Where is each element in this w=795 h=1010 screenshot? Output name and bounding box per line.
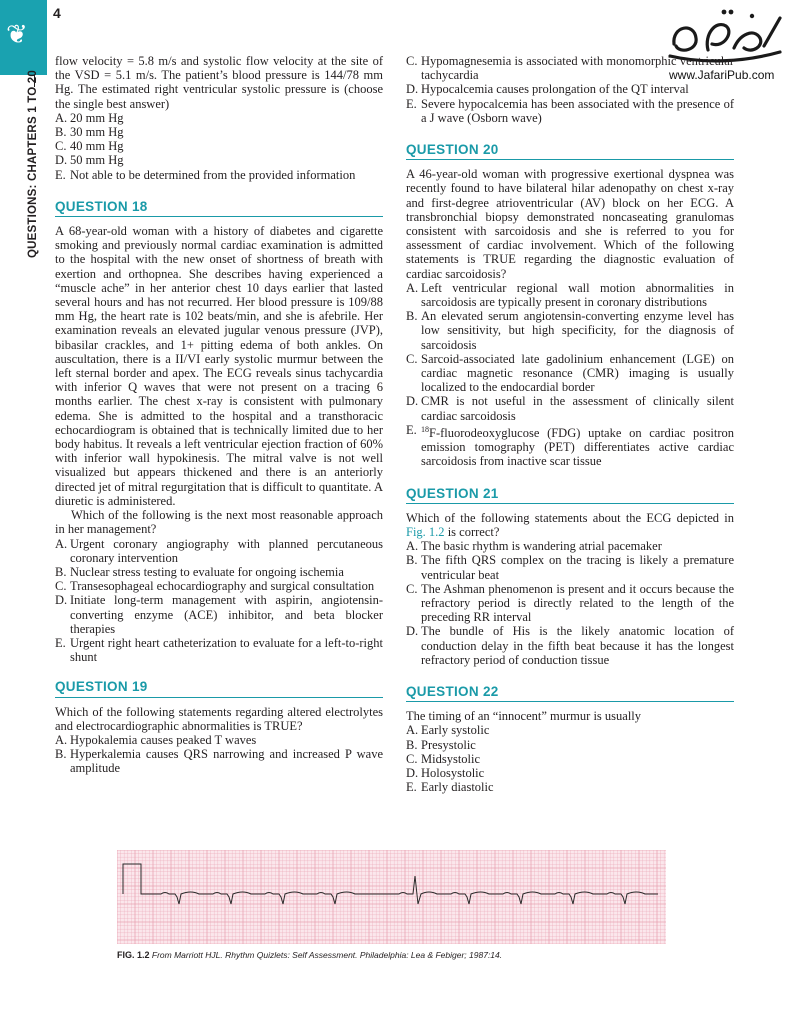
right-column bbox=[406, 54, 734, 795]
q18-option-d[interactable]: D. Initiate long-term management with aspirin, angiotensin-converting enzyme (ACE) inhibitor, and beta blocker therapies bbox=[55, 593, 383, 636]
q19-option-e[interactable]: E. Severe hypocalcemia has been associated with the presence of a J wave (Osborn wave) bbox=[406, 96, 734, 125]
q20-option-c[interactable]: C. Sarcoid-associated late gadolinium enhancement (LGE) on cardiac magnetic resonance (CMR) imaging is usually localized to the endocardial border bbox=[406, 351, 734, 395]
chapter-tab bbox=[0, 0, 47, 75]
q18-heading: QUESTION 18 bbox=[55, 200, 383, 217]
q19-option-b[interactable]: B. Hyperkalemia causes QRS narrowing and increased P wave amplitude bbox=[55, 747, 383, 776]
figure-source: From Marriott HJL. Rhythm Quizlets: Self Assessment. Philadelphia: Lea & Febiger; 1987:14. bbox=[151, 950, 503, 960]
q17-option-d[interactable]: D. 50 mm Hg bbox=[55, 153, 124, 168]
q20-option-a[interactable]: A. Left ventricular regional wall motion abnormalities in sarcoidosis are typically present in coronary distributions bbox=[406, 280, 734, 310]
q21-option-a[interactable]: A. The basic rhythm is wandering atrial pacemaker bbox=[406, 539, 662, 554]
figure-caption bbox=[117, 950, 502, 960]
q18-option-c[interactable]: C. Transesophageal echocardiography and surgical consultation bbox=[55, 579, 375, 594]
q21-heading: QUESTION 21 bbox=[406, 487, 734, 504]
q21-stem: Which of the following statements about the ECG depicted in Fig. 1.2 is correct? bbox=[406, 510, 734, 540]
q22-stem: The timing of an “innocent” murmur is usually bbox=[406, 709, 642, 724]
q18-option-b[interactable]: B. Nuclear stress testing to evaluate for ongoing ischemia bbox=[55, 564, 344, 579]
left-column bbox=[55, 54, 383, 776]
q19-option-a[interactable]: A. Hypokalemia causes peaked T waves bbox=[55, 732, 257, 747]
q21-options bbox=[406, 539, 734, 667]
q20-option-b[interactable]: B. An elevated serum angiotensin-converting enzyme level has low sensitivity, but high specificity, for the diagnosis of sarcoidosis bbox=[406, 309, 734, 352]
ecg-strip-figure bbox=[117, 850, 666, 944]
q21-option-c[interactable]: C. The Ashman phenomenon is present and it occurs because the refractory period is directly related to the length of the preceding RR interval bbox=[406, 581, 734, 625]
q22-heading: QUESTION 22 bbox=[406, 685, 734, 702]
q18-option-a[interactable]: A. Urgent coronary angiography with planned percutaneous coronary intervention bbox=[55, 536, 383, 565]
q18-question: Which of the following is the next most reasonable approach in her management? bbox=[55, 508, 383, 537]
q18-stem: A 68-year-old woman with a history of diabetes and cigarette smoking and previously normal cardiac examination is admitted to the hospital with the new onset of shortness of breath with exertion and orthopnea. She describes having experienced a “muscle ache” in her anterior chest 10 days earlier that lasted several hours and has not recurred. Her blood pressure is 109/88 mm Hg, the heart rate is 102 beats/min, and she is afebrile. Her examination reveals an elevated jugular venous pressure (JVP), bibasilar crackles, and 1+ pitting edema of both ankles. On auscultation, there is a II/VI early systolic murmur between the left sternal border and apex. The ECG reveals sinus tachycardia with inferior Q waves that were not present on a tracing 6 months earlier. The chest x-ray is consistent with pulmonary edema. She is admitted to the hospital and a transthoracic echocardiogram is obtained that is technically limited due to her body habitus. It reveals a left ventricular ejection fraction of 60% with inferior wall hypokinesis. The mitral valve is not well visualized but appears thickened and there is an anteriorly directed jet of mitral regurgitation that is difficult to quantitate. A diuretic is administered. bbox=[55, 224, 383, 508]
q20-options bbox=[406, 281, 734, 469]
q19-stem: Which of the following statements regarding altered electrolytes and electrocardiographic abnormalities is TRUE? bbox=[55, 704, 383, 733]
q22-option-d[interactable]: D. Holosystolic bbox=[406, 766, 485, 781]
page-number: 4 bbox=[53, 5, 61, 21]
publisher-url: www.JafariPub.com bbox=[669, 68, 775, 82]
q17-continuation: flow velocity = 5.8 m/s and systolic flow velocity at the site of the VSD = 5.1 m/s. The patient’s blood pressure is 144/78 mm Hg. The estimated right ventricular systolic pressure is (choose the single best answer) bbox=[55, 54, 383, 111]
figure-label: FIG. 1.2 bbox=[117, 950, 150, 960]
q20-option-d[interactable]: D. CMR is not useful in the assessment of clinically silent cardiac sarcoidosis bbox=[406, 394, 734, 423]
q17-option-a[interactable]: A. 20 mm Hg bbox=[55, 110, 124, 125]
q19-options-continued bbox=[406, 54, 734, 125]
q21-option-d[interactable]: D. The bundle of His is the likely anatomic location of conduction delay in the fifth beat because it has the longest refractory period of conduction tissue bbox=[406, 624, 734, 667]
q22-option-b[interactable]: B. Presystolic bbox=[406, 737, 476, 752]
q22-option-c[interactable]: C. Midsystolic bbox=[406, 751, 481, 766]
q18-options bbox=[55, 537, 383, 665]
q19-option-c[interactable]: C. Hypomagnesemia is associated with monomorphic ventricular tachycardia bbox=[406, 54, 734, 83]
q19-option-d[interactable]: D. Hypocalcemia causes prolongation of the QT interval bbox=[406, 82, 689, 97]
q22-option-a[interactable]: A. Early systolic bbox=[406, 723, 490, 738]
q17-option-b[interactable]: B. 30 mm Hg bbox=[55, 125, 124, 140]
running-head: QUESTIONS: CHAPTERS 1 TO 20 bbox=[27, 70, 39, 258]
ecg-paper bbox=[117, 850, 666, 944]
q18-option-e[interactable]: E. Urgent right heart catheterization to evaluate for a left-to-right shunt bbox=[55, 635, 383, 665]
q17-options bbox=[55, 111, 383, 182]
q19-options bbox=[55, 733, 383, 776]
q22-options bbox=[406, 723, 734, 794]
q20-stem: A 46-year-old woman with progressive exertional dyspnea was recently found to have bilateral hilar adenopathy on chest x-ray and first-degree atrioventricular (AV) block on her ECG. A transbronchial biopsy demonstrated noncaseating granulomas consistent with sarcoidosis and she is referred to you for assessment of cardiac involvement. Which of the following statements is TRUE regarding the diagnostic evaluation of cardiac sarcoidosis? bbox=[406, 167, 734, 281]
heart-logo-icon: ❦ bbox=[6, 20, 28, 50]
q20-option-e[interactable]: E. $^{18}$F-fluorodeoxyglucose (FDG) uptake on cardiac positron emission tomography (PET) differentiates active cardiac sarcoidosis from inactive scar tissue bbox=[406, 422, 734, 469]
q21-option-b[interactable]: B. The fifth QRS complex on the tracing is likely a premature ventricular beat bbox=[406, 553, 734, 582]
isotope-superscript: 18 bbox=[421, 424, 429, 434]
q20-heading: QUESTION 20 bbox=[406, 143, 734, 160]
q17-option-e[interactable]: E. Not able to be determined from the provided information bbox=[55, 167, 356, 182]
q22-option-e[interactable]: E. Early diastolic bbox=[406, 780, 494, 795]
q19-heading: QUESTION 19 bbox=[55, 680, 383, 697]
q17-option-c[interactable]: C. 40 mm Hg bbox=[55, 139, 124, 154]
figure-link[interactable]: Fig. 1.2 bbox=[406, 525, 445, 540]
